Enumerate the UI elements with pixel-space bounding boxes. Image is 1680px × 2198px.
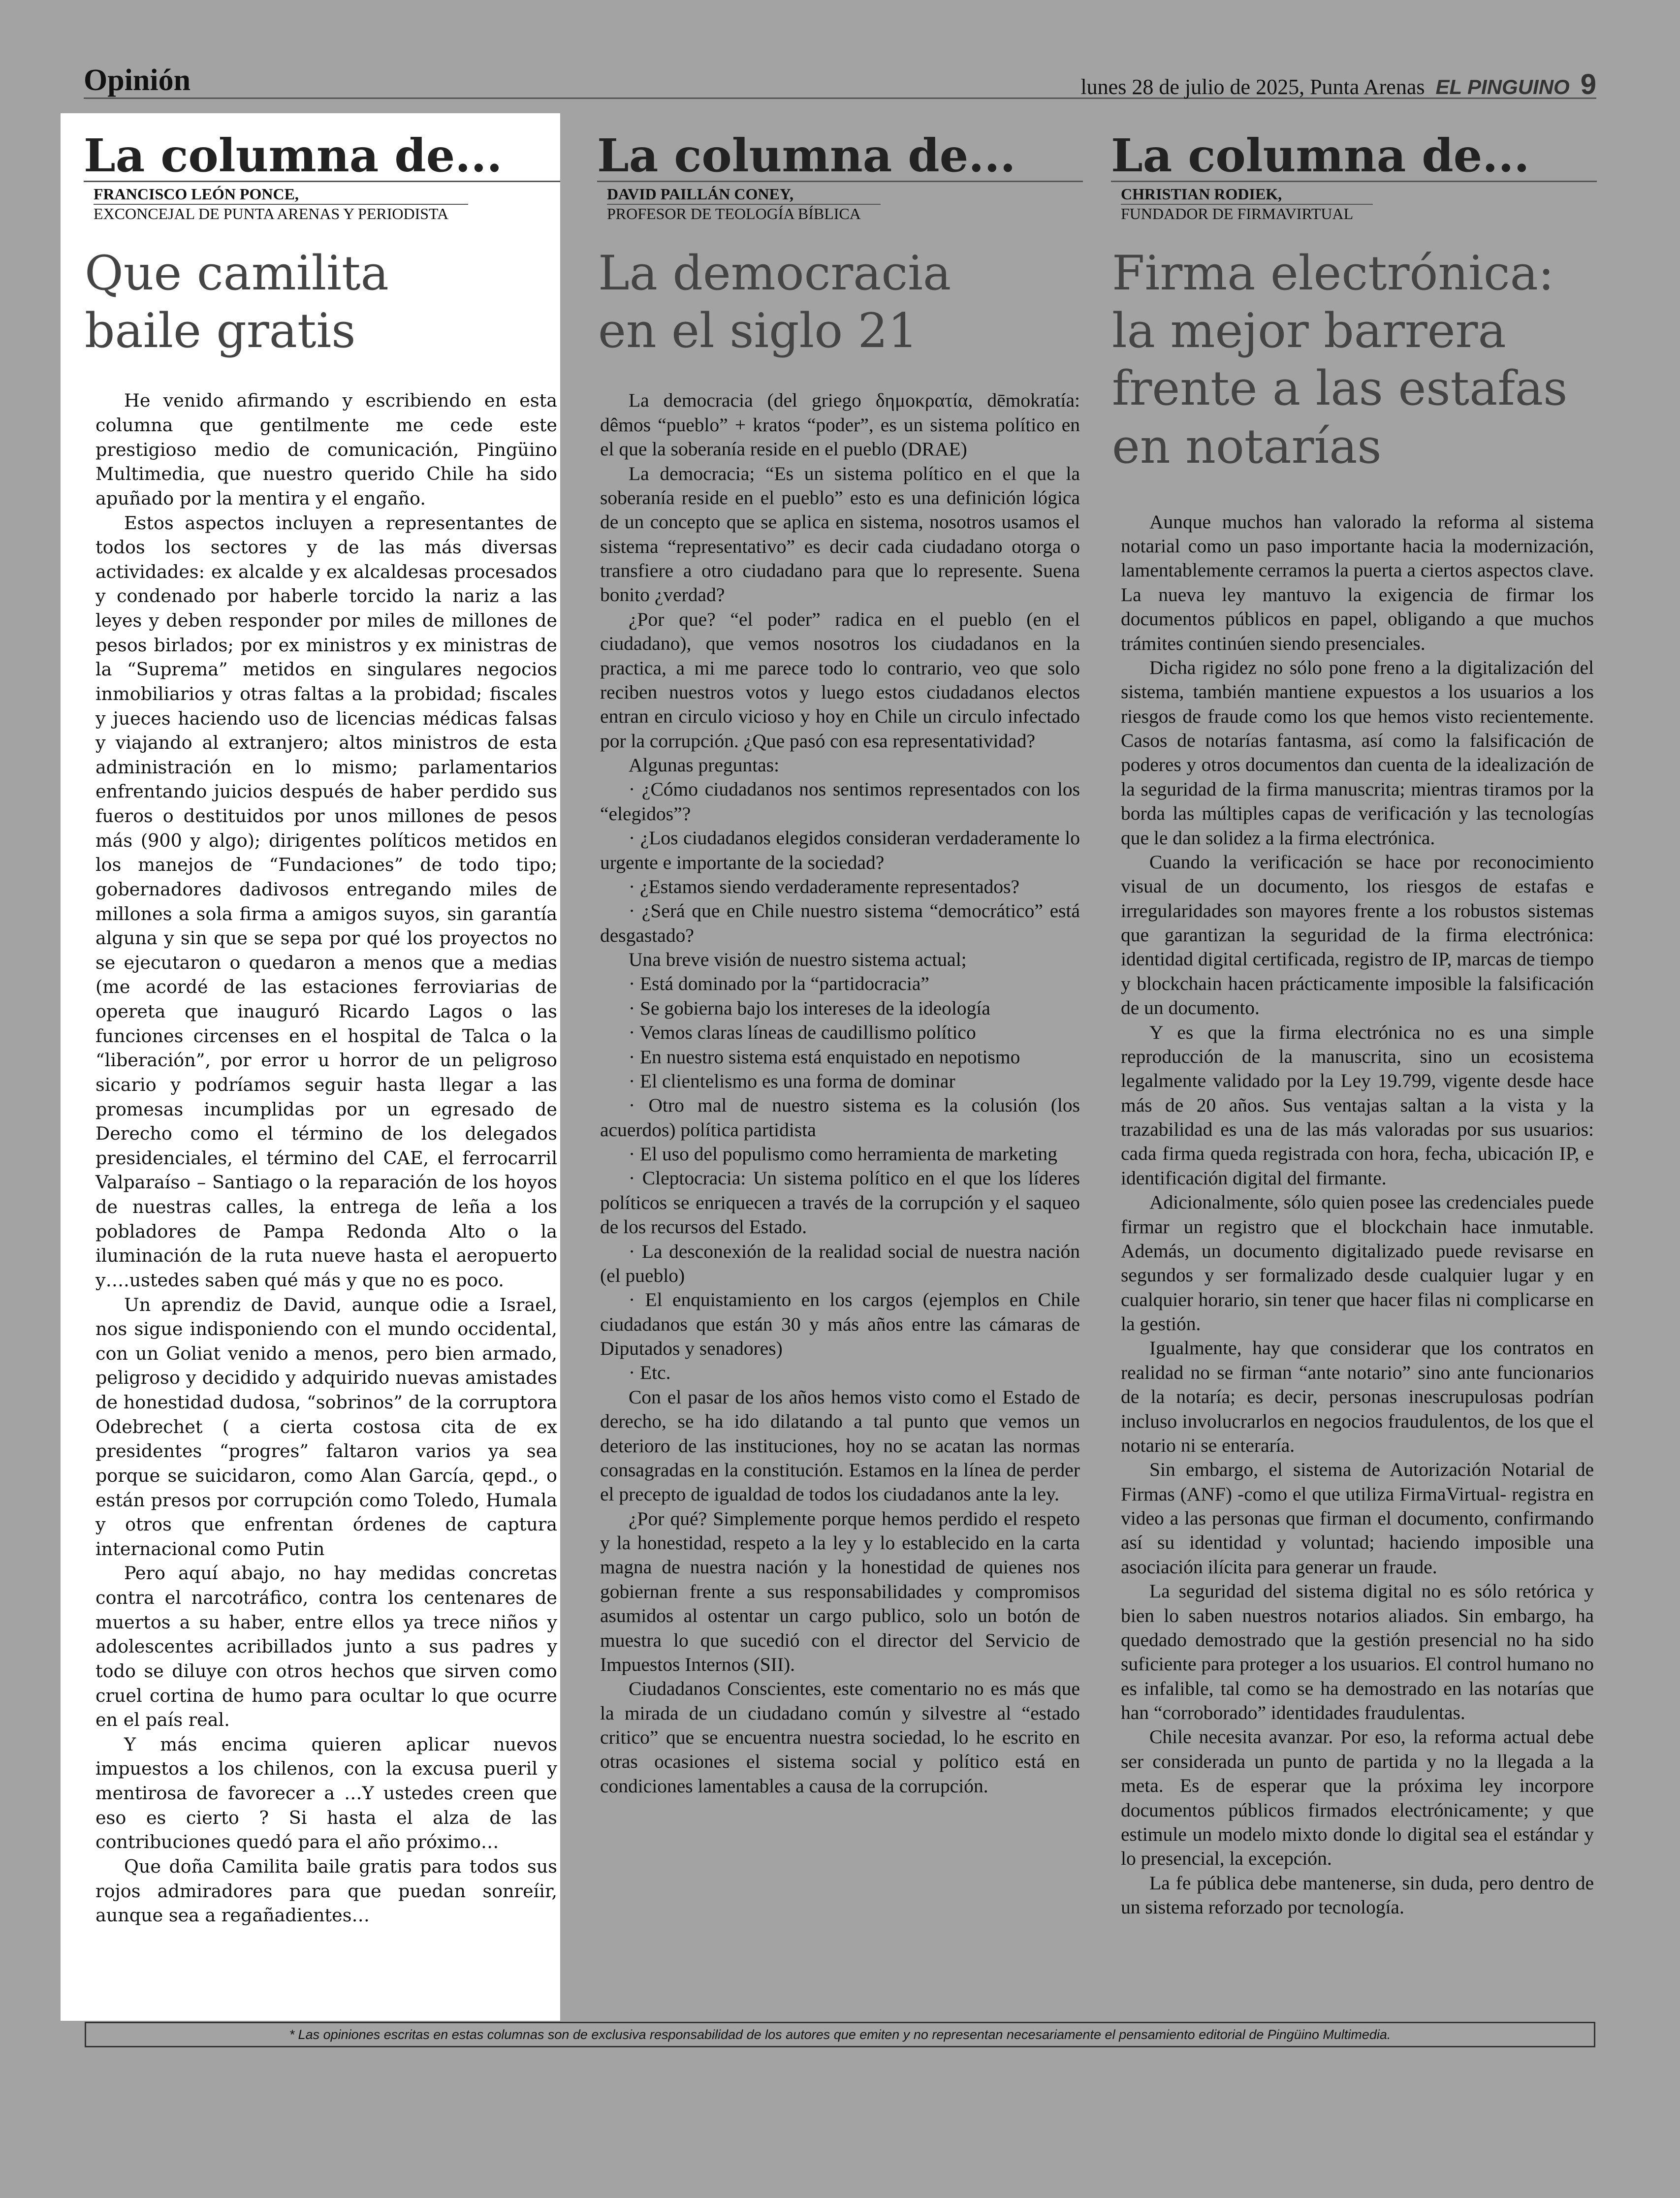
paragraph: Y más encima quieren aplicar nuevos impuestos a los chilenos, con la excusa pueril y mentirosa de favorecer a …Y ustedes creen que eso es cierto ? Si hasta el alza de las contribuciones quedó para el año próximo… — [95, 1733, 557, 1853]
list-item: · ¿Cómo ciudadanos nos sentimos representados con los “elegidos”? — [600, 778, 1080, 825]
paragraph: Y es que la firma electrónica no es una simple reproducción de la manuscrita, sino un ecosistema legalmente validado por la Ley 19.799, vigente desde hace más de 20 años. Sus ventajas saltan a la vista y la trazabilidad es una de las más valoradas por sus usuarios: cada firma queda registrada con hora, fecha, ubicación IP, e identificación digital del firmante. — [1121, 1021, 1594, 1189]
paragraph: Dicha rigidez no sólo pone freno a la digitalización del sistema, también mantiene expuestos a los usuarios a los riesgos de fraude como los que hemos visto recientemente. Casos de notarías fantasma, así como la falsificación de poderes y otros documentos dan cuenta de la idealización de la seguridad de la firma manuscrita; mientras tiramos por la borda las múltiples capas de verificación y las tecnologías que le dan solidez a la firma electrónica. — [1121, 656, 1594, 849]
author-name: DAVID PAILLÁN CONEY, — [607, 185, 794, 203]
headline-line: Que camilita — [85, 246, 389, 301]
paragraph: La democracia (del griego δημοκρατία, dēmokratía: dêmos “pueblo” + kratos “poder”, es un sistema político en el que la soberanía reside en el pueblo (DRAE) — [600, 389, 1080, 460]
header-meta — [1080, 68, 1596, 101]
article-body — [597, 388, 1083, 1798]
author-name: FRANCISCO LEÓN PONCE, — [94, 185, 299, 203]
article-headline — [84, 245, 560, 360]
list-item: · Está dominado por la “partidocracia” — [629, 973, 929, 995]
list-item: · ¿Será que en Chile nuestro sistema “democrático” está desgastado? — [600, 900, 1080, 946]
paragraph: Estos aspectos incluyen a representantes de todos los sectores y de las más diversas actividades: ex alcalde y ex alcaldesas procesados y condenado por haberle torcido la nariz a las leyes y deben responder por miles de millones de pesos birlados; por ex ministros y ex ministras de la “Suprema” metidos en singulares negocios inmobiliarios y otras faltas a la probidad; fiscales y jueces haciendo uso de licencias médicas falsas y viajando al extranjero; altos ministros de esta administración en lo mismo; parlamentarios enfrentando juicios después de haber perdido sus fueros o destituidos por unos millones de pesos más (900 y algo); dirigentes políticos metidos en los manejos de “Fundaciones” de todo tipo; gobernadores dadivosos entregando miles de millones a sola firma a amigos suyos, sin garantía alguna y sin que se sepa por qué los proyectos no se ejecutaron o quedaron a menos que a medias (me acordé de las estaciones ferroviarias de opereta que inauguró Ricardo Lagos o las funciones circenses en el hospital de Talca o la “liberación”, por error u horror de un peligroso sicario y podríamos seguir hasta llegar a las promesas incumplidas por un egresado de Derecho como el término de los delegados presidenciales, el término del CAE, el ferrocarril Valparaíso – Santiago o la reparación de los hoyos de nuestras calles, la entrega de leña a los pobladores de Pampa Redonda Alto o la iluminación de la ruta nueve hasta el aeropuerto y….ustedes saben qué más y que no es poco. — [95, 512, 557, 1291]
paragraph: La fe pública debe mantenerse, sin duda, pero dentro de un sistema reforzado por tecnología. — [1121, 1872, 1594, 1918]
author-role: FUNDADOR DE FIRMAVIRTUAL — [1121, 204, 1373, 223]
article-headline — [597, 245, 1083, 360]
article-body — [1111, 510, 1597, 1920]
paragraph: He venido afirmando y escribiendo en esta columna que gentilmente me cede este prestigioso medio de comunicación, Pingüino Multimedia, que nuestro querido Chile ha sido apuñado por la mentira y el engaño. — [95, 390, 557, 509]
paragraph: Pero aquí abajo, no hay medidas concretas contra el narcotráfico, contra los centenares de muertos a su haber, entre ellos ya trece niños y adolescentes acribillados junto a sus padres y todo se diluye con otros hechos que sirven como cruel cortina de humo para ocultar lo que ocurre en el país real. — [95, 1562, 557, 1731]
section-title: Opinión — [84, 64, 191, 97]
article-body — [84, 388, 560, 1927]
column-leon-ponce — [61, 113, 560, 2021]
page-number: 9 — [1580, 68, 1596, 100]
page-header — [84, 59, 1596, 99]
column-paillan-coney — [597, 113, 1083, 1798]
list-item: · Vemos claras líneas de caudillismo político — [629, 1021, 976, 1044]
paragraph: Aunque muchos han valorado la reforma al sistema notarial como un paso importante hacia la modernización, lamentablemente cerramos la puerta a ciertos aspectos clave. La nueva ley mantuvo la exigencia de firmar los documentos públicos en papel, obligando a que muchos trámites continúen siendo presenciales. — [1121, 510, 1594, 654]
list-item: · El clientelismo es una forma de dominar — [629, 1070, 955, 1092]
list-item: · La desconexión de la realidad social de nuestra nación (el pueblo) — [600, 1240, 1080, 1286]
list-item: · Cleptocracia: Un sistema político en el que los líderes políticos se enriquecen a través de la corrupción y el saqueo de los recursos del Estado. — [600, 1167, 1080, 1238]
paragraph: La democracia; “Es un sistema político en el que la soberanía reside en el pueblo” esto es una definición lógica de un concepto que se aplica en sistema, nosotros usamos el sistema “representativo” es decir cada ciudadano otorga o transfiere a otro ciudadano para que lo represente. Suena bonito ¿verdad? — [600, 462, 1080, 606]
author-role: PROFESOR DE TEOLOGÍA BÍBLICA — [607, 204, 881, 223]
column-kicker: La columna de... — [1111, 132, 1597, 182]
paragraph: Con el pasar de los años hemos visto como el Estado de derecho, se ha ido dilatando a tal punto que vemos un deterioro de las instituciones, hoy no se acatan las normas consagradas en la constitución. Estamos en la línea de perder el precepto de igualdad de todos los ciudadanos ante la ley. — [600, 1386, 1080, 1505]
paragraph: Sin embargo, el sistema de Autorización Notarial de Firmas (ANF) -como el que utiliza FirmaVirtual- registra en video a las personas que firman el documento, confirmando así su identidad y voluntad; haciendo imposible una asociación ilícita para generar un fraude. — [1121, 1459, 1594, 1578]
list-item: · ¿Estamos siendo verdaderamente representados? — [629, 875, 1020, 897]
author-name: CHRISTIAN RODIEK, — [1121, 185, 1282, 203]
author-role: EXCONCEJAL DE PUNTA ARENAS Y PERIODISTA — [94, 204, 468, 223]
list-item: · Etc. — [629, 1362, 671, 1384]
list-item: · El enquistamiento en los cargos (ejemplos en Chile ciudadanos que están 30 y más años entre las cámaras de Diputados y senadores) — [600, 1289, 1080, 1360]
paragraph: ¿Por qué? Simplemente porque hemos perdido el respeto y la honestidad, respeto a la ley y lo establecido en la carta magna de nuestra nación y la honestidad de quienes nos gobiernan frente a sus responsabilidades y compromisos asumidos al ostentar un cargo publico, solo un botón de muestra lo que sucedió con el director del Servicio de Impuestos Internos (SII). — [600, 1507, 1080, 1675]
paragraph: Una breve visión de nuestro sistema actual; — [629, 949, 967, 971]
list-item: · ¿Los ciudadanos elegidos consideran verdaderamente lo urgente e importante de la sociedad? — [600, 827, 1080, 873]
paragraph: Que doña Camilita baile gratis para todos sus rojos admiradores para que puedan sonreíir, aunque sea a regañadientes… — [95, 1855, 557, 1926]
paragraph: Ciudadanos Conscientes, este comentario no es más que la mirada de un ciudadano común y silvestre al “estado critico” que se encuentra nuestra sociedad, lo he escrito en otras ocasiones el sistema social y político está en condiciones lamentables a causa de la corrupción. — [600, 1678, 1080, 1797]
headline-line: baile gratis — [85, 303, 356, 359]
disclaimer-footer: * Las opiniones escritas en estas columnas son de exclusiva responsabilidad de los autores que emiten y no representan necesariamente el pensamiento editorial de Pingüino Multimedia. — [85, 2022, 1595, 2047]
column-kicker: La columna de... — [84, 132, 560, 182]
paragraph: Igualmente, hay que considerar que los contratos en realidad no se firman “ante notario” sino ante funcionarios de la notaría; es decir, personas inescrupulosas podrían incluso involucrarlos en negocios fraudulentos, de los que el notario ni se enteraría. — [1121, 1337, 1594, 1456]
list-item: · El uso del populismo como herramienta de marketing — [629, 1143, 1057, 1165]
paragraph: Adicionalmente, sólo quien posee las credenciales puede firmar un registro que el blockchain hace inmutable. Además, un documento digitalizado puede revisarse en segundos y ser formalizado desde cualquier lugar y en cualquier horario, sin tener que hacer filas ni complicarse en la gestión. — [1121, 1191, 1594, 1335]
paragraph: La seguridad del sistema digital no es sólo retórica y bien lo saben nuestros notarios aliados. Sin embargo, ha quedado demostrado que la gestión presencial no ha sido suficiente para proteger a los usuarios. El control humano no es infalible, tal como se ha demostrado en las notarías que han “corroborado” identidades fraudulentas. — [1121, 1580, 1594, 1723]
headline-line: en el siglo 21 — [598, 303, 918, 359]
paragraph: Algunas preguntas: — [629, 754, 780, 776]
newspaper-logo: EL PINGUINO — [1435, 75, 1570, 98]
headline-line: Firma electrónica: — [1112, 246, 1554, 301]
headline-line: en notarías — [1112, 418, 1382, 474]
paragraph: Cuando la verificación se hace por reconocimiento visual de un documento, los riesgos de estafas e irregularidades son mayores frente a los robustos sistemas que garantizan la seguridad de la firma electrónica: identidad digital certificada, registro de IP, marcas de tiempo y blockchain hacen prácticamente imposible la falsificación de un documento. — [1121, 851, 1594, 1019]
headline-line: la mejor barrera — [1112, 303, 1506, 359]
headline-line: frente a las estafas — [1112, 361, 1568, 416]
date-place: lunes 28 de julio de 2025, Punta Arenas — [1080, 75, 1425, 99]
column-kicker: La columna de... — [597, 132, 1083, 182]
list-item: · Se gobierna bajo los intereses de la ideología — [629, 997, 990, 1019]
list-item: · Otro mal de nuestro sistema es la colusión (los acuerdos) política partidista — [600, 1094, 1080, 1141]
paragraph: Un aprendiz de David, aunque odie a Israel, nos sigue indisponiendo con el mundo occidental, con un Goliat venido a menos, pero bien armado, peligroso y decidido y adquirido nuevas amistades de honestidad dudosa, “sobrinos” de la corruptora Odebrechet ( a cierta costosa cita de ex presidentes “progres” faltaron varios ya sea porque se suicidaron, como Alan García, qepd., o están presos por corrupción como Toledo, Humala y otros que enfrentan órdenes de captura internacional como Putin — [95, 1294, 557, 1560]
paragraph: Chile necesita avanzar. Por eso, la reforma actual debe ser considerada un punto de partida y no la llegada a la meta. Es de esperar que la próxima ley incorpore documentos públicos firmados electrónicamente; y que estimule un modelo mixto donde lo digital sea el estándar y lo presencial, la excepción. — [1121, 1726, 1594, 1870]
paragraph: ¿Por que? “el poder” radica en el pueblo (en el ciudadano), que vemos nosotros los ciudadanos en la practica, a mi me parece todo lo contrario, veo que solo reciben nuestros votos y luego estos ciudadanos electos entran en circulo vicioso y hoy en Chile un circulo infectado por la corrupción. ¿Que pasó con esa representatividad? — [600, 608, 1080, 752]
headline-line: La democracia — [598, 246, 951, 301]
article-headline — [1111, 245, 1597, 475]
column-rodiek — [1111, 113, 1597, 1919]
list-item: · En nuestro sistema está enquistado en nepotismo — [629, 1046, 1020, 1068]
